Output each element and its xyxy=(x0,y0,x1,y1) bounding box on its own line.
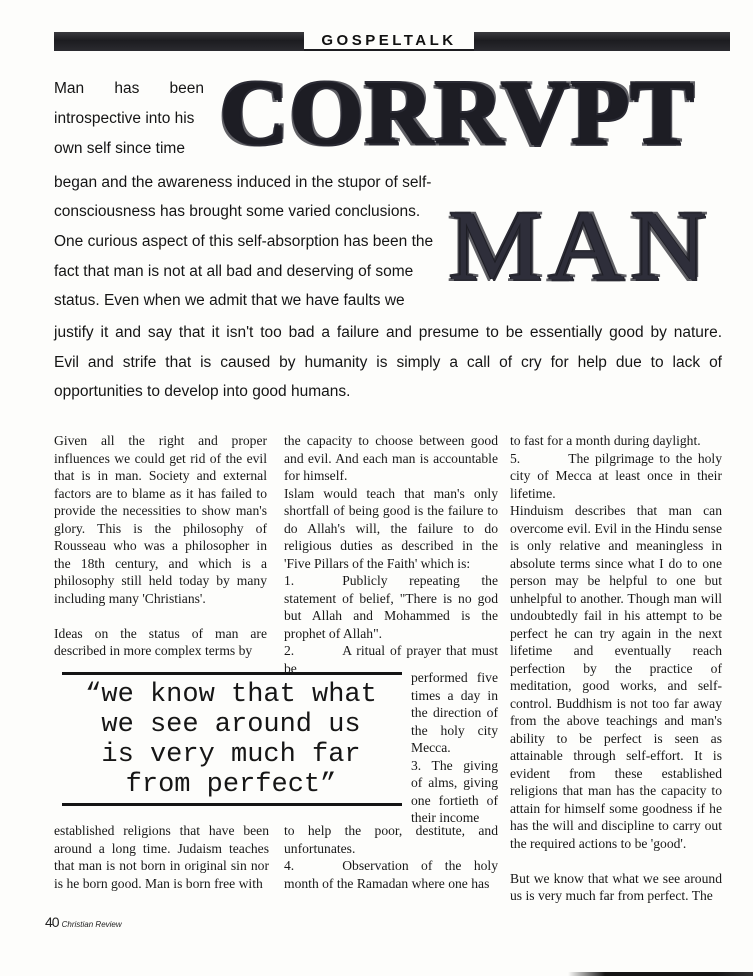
list-text: The pilgrimage to the holy city of Mecca at least once in their lifetime. xyxy=(510,450,722,501)
intro-line: began and the awareness induced in the stupor of self- xyxy=(54,174,432,191)
intro-line: justify it and say that it isn't too bad a failure and presume to be essentially good by nature. xyxy=(54,324,722,341)
list-number: 5. xyxy=(510,450,521,466)
pull-quote-line: we see around us xyxy=(101,710,361,740)
pull-quote-line: from perfect” xyxy=(125,770,337,800)
list-text: A ritual of prayer that must be xyxy=(284,643,498,676)
pull-quote-line: “we know that what xyxy=(85,680,377,710)
body-column-1 xyxy=(54,432,267,660)
paragraph: Ideas on the status of man are described in more complex terms by xyxy=(54,625,267,658)
pull-quote-bottom-rule xyxy=(62,803,402,806)
intro-line: One curious aspect of this self-absorption has been the xyxy=(54,233,434,250)
list-item-3: 3. The giving of alms, giving one fortieth of their income xyxy=(411,757,498,825)
intro-line: fact that man is not at all bad and deserving of some xyxy=(54,263,414,280)
intro-line: introspective into his xyxy=(54,110,195,127)
page-footer xyxy=(45,914,122,930)
list-number: 1. xyxy=(284,573,295,588)
paragraph: established religions that have been around a long time. Judaism teaches that man is not born in original sin nor is he born good. Man is born free with xyxy=(54,823,269,891)
paragraph: Islam would teach that man's only shortfall of being good is the failure to do Allah's will, the failure to do religious duties as described in the 'Five Pillars of the Faith' which is: xyxy=(284,485,498,571)
paragraph: to help the poor, destitute, and unfortunates. xyxy=(284,823,498,856)
paragraph: Given all the right and proper influences we could get rid of the evil that is in man. Society and external factors are to blame as it has failed to provide the necessities to show man's glory. This is the philosophy of Rousseau who was a philosopher in the 18th century, and which is a philosophy still held today by many including many 'Christians'. xyxy=(54,433,267,606)
body-column-2-continued xyxy=(284,822,498,892)
paragraph: the capacity to choose between good and evil. And each man is accountable for himself. xyxy=(284,433,498,483)
section-title: GOSPELTALK xyxy=(304,32,474,51)
publication-name: Christian Review xyxy=(61,920,122,929)
headline-word-corrupt: CORRVPT xyxy=(220,62,696,164)
list-number: 4. xyxy=(284,858,295,873)
pull-quote xyxy=(58,680,404,800)
intro-line: Man has been xyxy=(54,80,204,97)
list-item-1 xyxy=(284,572,498,642)
list-number: 2. xyxy=(284,643,295,658)
intro-line: own self since time xyxy=(54,140,185,157)
page-number: 40 xyxy=(45,914,59,930)
intro-line: Evil and strife that is caused by humanity is simply a call of cry for help due to lack of xyxy=(54,354,722,371)
scan-edge-mark xyxy=(568,972,753,976)
list-item-5 xyxy=(510,450,722,503)
list-text: Publicly repeating the statement of belief, "There is no god but Allah and Mohammed is the prophet of Allah". xyxy=(284,573,498,641)
header-bar-left xyxy=(54,32,304,51)
intro-line: opportunities to develop into good humans. xyxy=(54,383,351,400)
list-text: Observation of the holy month of the Ramadan where one has xyxy=(284,858,498,891)
header-bar-right xyxy=(474,32,730,51)
intro-line: consciousness has brought some varied conclusions. xyxy=(54,203,421,220)
section-header-bar xyxy=(54,32,730,51)
body-column-1-continued xyxy=(54,822,269,892)
pull-quote-line: is very much far xyxy=(101,740,361,770)
paragraph: performed five times a day in the direction of the holy city Mecca. xyxy=(411,670,498,755)
paragraph: to fast for a month during daylight. xyxy=(510,433,701,448)
list-item-4 xyxy=(284,857,498,892)
body-column-2-narrow xyxy=(411,669,498,827)
paragraph: But we know that what we see around us is very much far from perfect. The xyxy=(510,870,722,903)
body-column-2 xyxy=(284,432,498,677)
body-column-3 xyxy=(510,432,722,905)
headline-word-man: MAN xyxy=(448,190,713,301)
paragraph: Hinduism describes that man can overcome evil. Evil in the Hindu sense is only relative and meaningless in absolute terms since what I do to one person may be helpful to one but unhelpful to another. Though man will undoubtedly fail in his attempt to be perfect he can try again in the next lifetime and eventually reach perfection by the practice of meditation, good works, and self-control. Buddhism is not too far away from the above teachings and man's ability to be perfect is seen as attainable through self-effort. It is evident from these established religions that man has the capacity to attain for himself some goodness if he has the will and discipline to carry out the required actions to be 'good'. xyxy=(510,503,722,851)
intro-line: status. Even when we admit that we have faults we xyxy=(54,292,405,309)
